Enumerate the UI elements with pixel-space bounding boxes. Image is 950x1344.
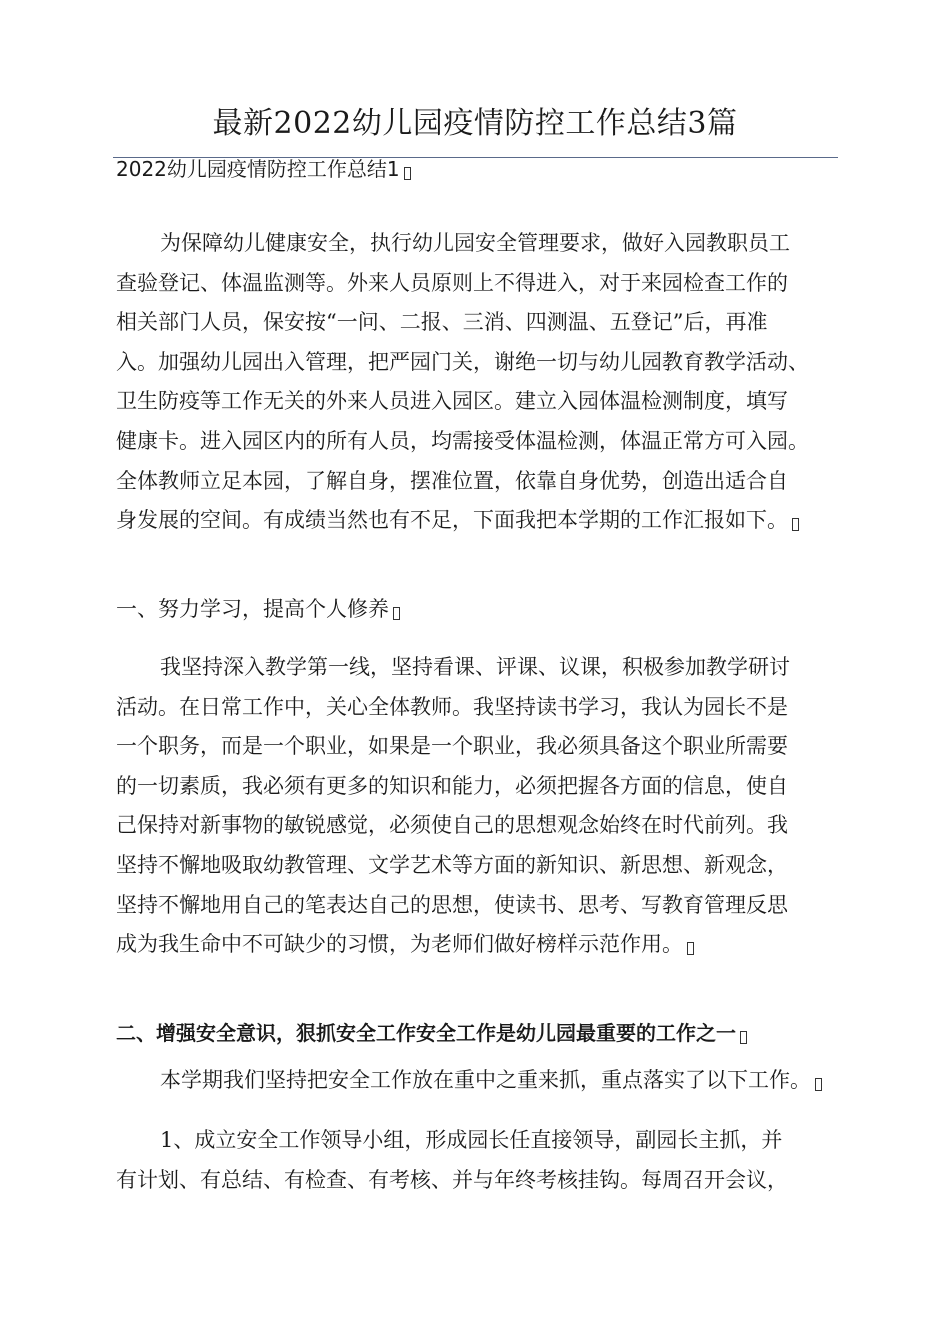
item1-paragraph: [116, 1121, 856, 1200]
paragraph-mark-icon: [404, 167, 411, 180]
paragraph-line: 坚持不懈地吸取幼教管理、文学艺术等方面的新知识、新思想、新观念，: [116, 852, 788, 877]
paragraph-line-last: [116, 1061, 856, 1101]
paragraph-line-text: 身发展的空间。有成绩当然也有不足，下面我把本学期的工作汇报如下。: [116, 508, 788, 533]
paragraph-line: 全体教师立足本园，了解自身，摆准位置，依靠自身优势，创造出适合自: [116, 468, 788, 493]
paragraph-line: 活动。在日常工作中，关心全体教师。我坚持读书学习，我认为园长不是: [116, 694, 788, 719]
paragraph-mark-icon: [815, 1078, 822, 1091]
paragraph-line: 有计划、有总结、有检查、有考核、并与年终考核挂钩。每周召开会议，: [116, 1167, 788, 1192]
paragraph-mark-icon: [792, 518, 799, 531]
paragraph-line: 卫生防疫等工作无关的外来人员进入园区。建立入园体温检测制度，填写: [116, 389, 788, 414]
paragraph-line: 的一切素质，我必须有更多的知识和能力，必须把握各方面的信息，使自: [116, 773, 788, 798]
paragraph-line: 为保障幼儿健康安全，执行幼儿园安全管理要求，做好入园教职员工: [160, 231, 790, 255]
paragraph-line: 入。加强幼儿园出入管理，把严园门关，谢绝一切与幼儿园教育教学活动、: [116, 349, 809, 374]
paragraph-line: 坚持不懈地用自己的笔表达自己的思想，使读书、思考、写教育管理反思: [116, 892, 788, 917]
paragraph-line-last: [116, 501, 856, 541]
document-title: 最新2022幼儿园疫情防控工作总结3篇: [212, 106, 738, 141]
paragraph-line-text: 成为我生命中不可缺少的习惯，为老师们做好榜样示范作用。: [116, 932, 683, 957]
paragraph-line-last: [116, 925, 856, 965]
paragraph-mark-icon: [740, 1031, 747, 1044]
paragraph-line: 健康卡。进入园区内的所有人员，均需接受体温检测，体温正常方可入园。: [116, 428, 809, 453]
paragraph-mark-icon: [687, 942, 694, 955]
part2-heading-text: 二、增强安全意识，狠抓安全工作安全工作是幼儿园最重要的工作之一: [116, 1021, 736, 1045]
part2-intro: [116, 1061, 856, 1101]
part2-heading: [116, 1018, 747, 1048]
paragraph-mark-icon: [393, 607, 400, 620]
paragraph-line-text: 本学期我们坚持把安全工作放在重中之重来抓，重点落实了以下工作。: [160, 1068, 811, 1092]
intro-paragraph: [116, 224, 856, 541]
paragraph-line: 己保持对新事物的敏锐感觉，必须使自己的思想观念始终在时代前列。我: [116, 813, 788, 838]
part1-paragraph: [116, 648, 856, 965]
paragraph-line: 一个职务，而是一个职业，如果是一个职业，我必须具备这个职业所需要: [116, 734, 788, 759]
part1-heading-text: 一、努力学习，提高个人修养: [116, 597, 389, 621]
section-heading: [116, 154, 411, 184]
paragraph-line: 相关部门人员，保安按“一问、二报、三消、四测温、五登记”后，再准: [116, 310, 768, 335]
section-heading-text: 2022幼儿园疫情防控工作总结1: [116, 157, 400, 181]
paragraph-line: 查验登记、体温监测等。外来人员原则上不得进入，对于来园检查工作的: [116, 270, 788, 295]
paragraph-line: 1、成立安全工作领导小组，形成园长任直接领导，副园长主抓，并: [160, 1128, 783, 1152]
paragraph-line: 我坚持深入教学第一线，坚持看课、评课、议课，积极参加教学研讨: [160, 655, 790, 679]
part1-heading: [116, 594, 400, 624]
